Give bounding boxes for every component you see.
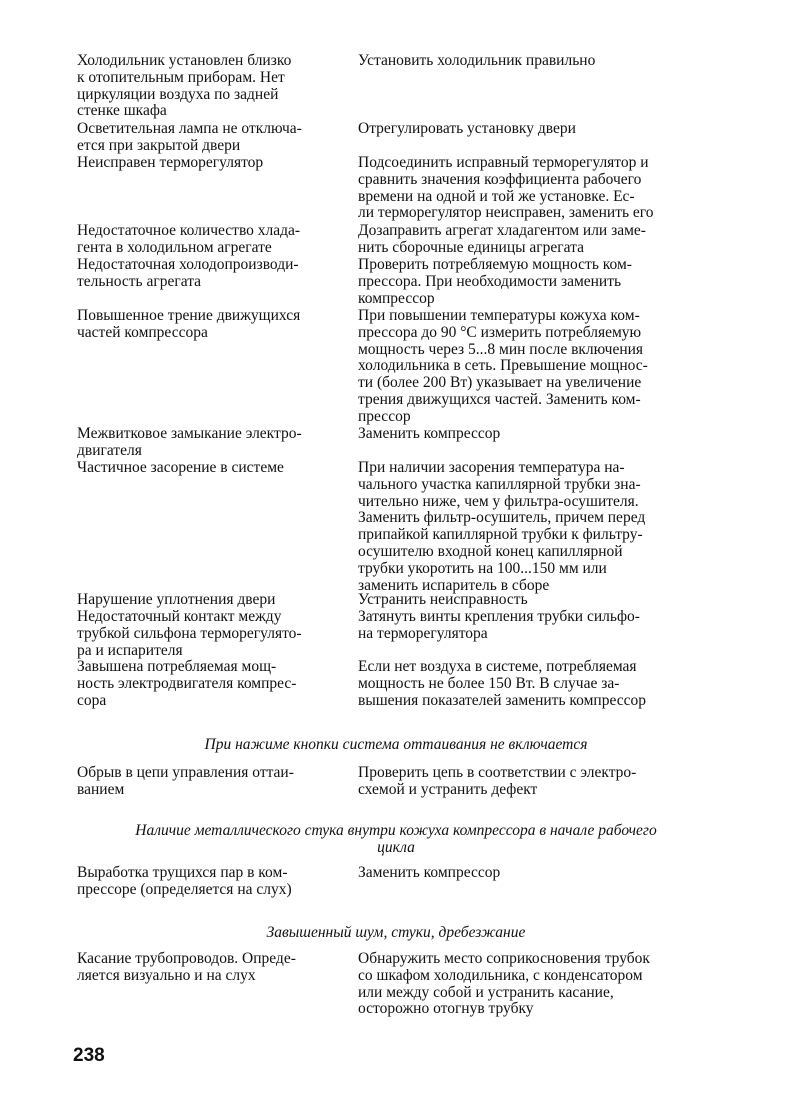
cause-cell: Недостаточная холодопроизводи- тельность агрегата — [77, 256, 299, 290]
cause-cell: Холодильник установлен близко к отопительным приборам. Нет циркуляции воздуха по задней стенке шкафа — [77, 52, 292, 120]
cause-cell: Неисправен терморегулятор — [77, 154, 264, 171]
cause-cell: Выработка трущихся пар в ком- прессоре (определяется на слух) — [77, 864, 292, 898]
fix-cell: Если нет воздуха в системе, потребляемая мощность не более 150 Вт. В случае за- вышения показателей заменить компрессор — [358, 658, 646, 709]
fix-cell: Установить холодильник правильно — [358, 52, 596, 69]
cause-cell: Частичное засорение в системе — [77, 459, 284, 476]
fix-cell: При наличии засорения температура на- чального участка капиллярной трубки зна- чительно ниже, чем у фильтра-осушителя. Заменить фильтр-осушитель, причем перед припайкой капиллярной трубки к фильтру- осушителю входной конец капиллярной трубки укоротить на 100...150 мм или заменить испаритель в сборе — [358, 459, 646, 594]
cause-cell: Межвитковое замыкание электро- двигателя — [77, 425, 302, 459]
cause-cell: Недостаточное количество хлада- гента в холодильном агрегате — [77, 222, 301, 256]
cause-cell: Недостаточный контакт между трубкой сильфона терморегулято- ра и испарителя — [77, 608, 302, 659]
cause-cell: Обрыв в цепи управления оттаи- ванием — [77, 764, 294, 798]
fix-cell: Отрегулировать установку двери — [358, 120, 576, 137]
section-heading: При нажиме кнопки система оттаивания не включается — [204, 736, 588, 753]
fix-cell: Заменить компрессор — [358, 864, 501, 881]
page-number: 238 — [73, 1045, 105, 1066]
fix-cell: Проверить цепь в соответствии с электро- схемой и устранить дефект — [358, 764, 637, 798]
fix-cell: Дозаправить агрегат хладагентом или заме- нить сборочные единицы агрегата — [358, 222, 646, 256]
fix-cell: При повышении температуры кожуха ком- прессора до 90 °С измерить потребляемую мощность через 5...8 мин после включения холодильника в сеть. Превышение мощнос- ти (более 200 Вт) указывает на увеличение трения движущихся частей. Заменить ком- прессор — [358, 307, 648, 425]
fix-cell: Затянуть винты крепления трубки сильфо- на терморегулятора — [358, 608, 640, 642]
fix-cell: Подсоединить исправный терморегулятор и сравнить значения коэффициента рабочего времени на одной и той же установке. Ес- ли терморегулятор неисправен, заменить его — [358, 154, 654, 222]
section-heading: Завышенный шум, стуки, дребезжание — [266, 924, 526, 941]
section-heading: Наличие металлического стука внутри кожуха компрессора в начале рабочего цикла — [135, 822, 657, 856]
cause-cell: Повышенное трение движущихся частей компрессора — [77, 307, 301, 341]
fix-cell: Заменить компрессор — [358, 425, 501, 442]
cause-cell: Осветительная лампа не отключа- ется при закрытой двери — [77, 120, 302, 154]
cause-cell: Завышена потребляемая мощ- ность электродвигателя компрес- сора — [77, 658, 297, 709]
fix-cell: Обнаружить место соприкосновения трубок со шкафом холодильника, с конденсатором или между собой и устранить касание, осторожно отогнув трубку — [358, 950, 650, 1018]
cause-cell: Нарушение уплотнения двери — [77, 591, 276, 608]
fix-cell: Устранить неисправность — [358, 591, 528, 608]
fix-cell: Проверить потребляемую мощность ком- прессора. При необходимости заменить компрессор — [358, 256, 632, 307]
cause-cell: Касание трубопроводов. Опреде- ляется визуально и на слух — [77, 950, 296, 984]
